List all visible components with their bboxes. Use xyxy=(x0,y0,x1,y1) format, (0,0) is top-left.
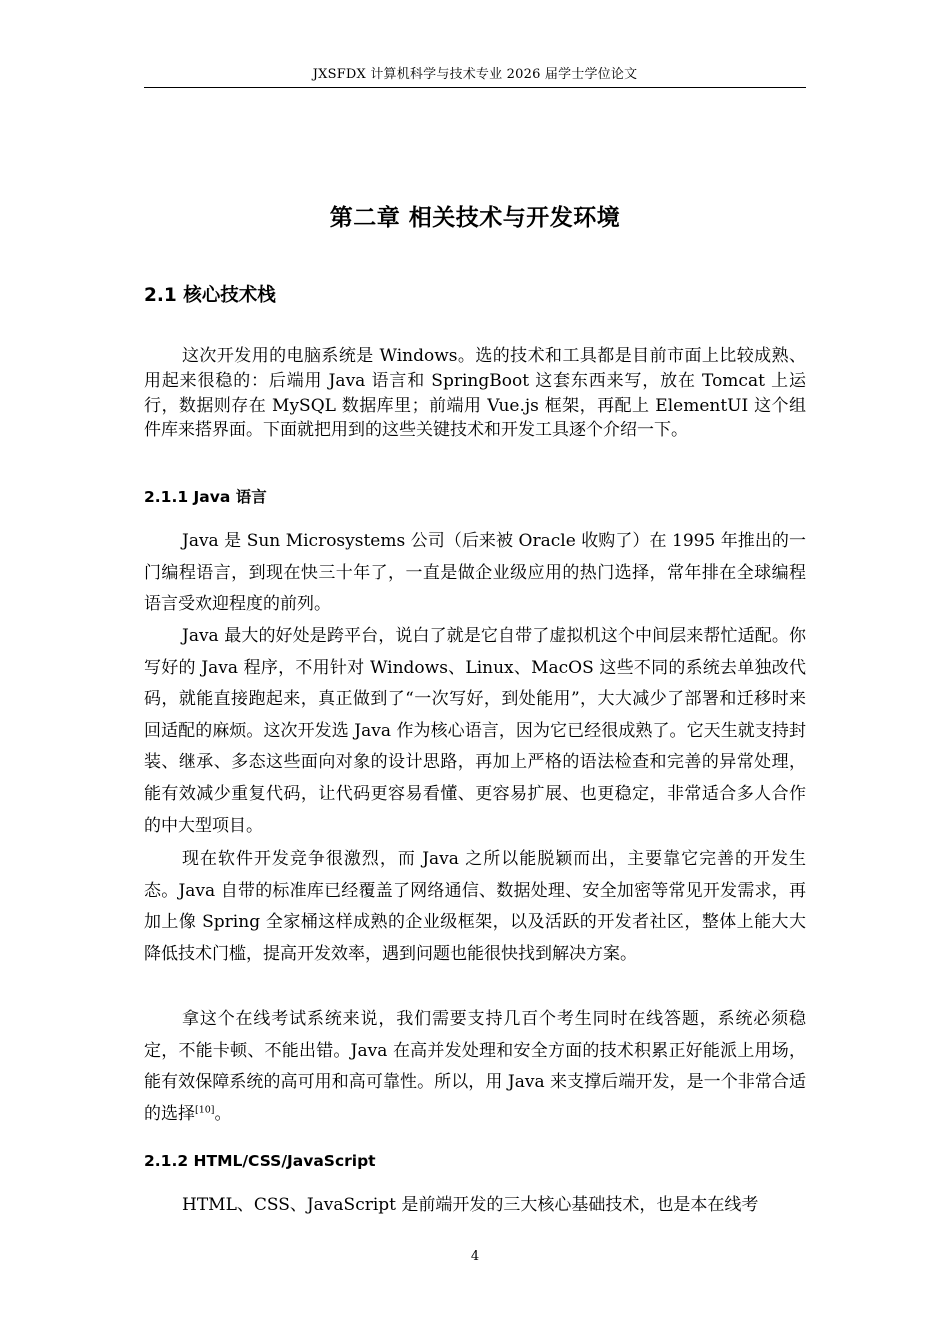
subsection-heading-java: 2.1.1 Java 语言 xyxy=(144,488,267,506)
chapter-title: 第二章 相关技术与开发环境 xyxy=(329,205,621,231)
web-paragraph-1: HTML、CSS、JavaScript 是前端开发的三大核心基础技术，也是本在线考 xyxy=(182,1195,759,1215)
subsection-heading-web: 2.1.2 HTML/CSS/JavaScript xyxy=(144,1152,376,1170)
java-paragraph-3: 现在软件开发竞争很激烈，而 Java 之所以能脱颖而出，主要靠它完善的开发生态。Java 自带的标准库已经覆盖了网络通信、数据处理、安全加密等常见开发需求，再加上像 Spring 全家桶这样成熟的企业级框架，以及活跃的开发者社区，整体上能大大降低技术门槛，提高开发效率，遇到问题也能很快找到解决方案。 xyxy=(144,849,806,964)
header-rule xyxy=(144,87,806,88)
java-paragraph-4 xyxy=(144,1004,806,1130)
page-number: 4 xyxy=(470,1249,480,1264)
citation-marker: [10] xyxy=(195,1104,215,1116)
java-paragraph-4-end: 。 xyxy=(214,1103,232,1124)
java-paragraph-4-text: 拿这个在线考试系统来说，我们需要支持几百个考生同时在线答题，系统必须稳定，不能卡顿、不能出错。Java 在高并发处理和安全方面的技术积累正好能派上用场，能有效保障系统的高可用和高可靠性。所以，用 Java 来支撑后端开发，是一个非常合适的选择 xyxy=(144,1009,806,1124)
java-paragraph-1: Java 是 Sun Microsystems 公司（后来被 Oracle 收购了）在 1995 年推出的一门编程语言，到现在快三十年了，一直是做企业级应用的热门选择，常年排在全球编程语言受欢迎程度的前列。 xyxy=(144,531,806,615)
running-header: JXSFDX 计算机科学与技术专业 2026 届学士学位论文 xyxy=(312,67,638,82)
java-paragraph-2: Java 最大的好处是跨平台，说白了就是它自带了虚拟机这个中间层来帮忙适配。你写好的 Java 程序，不用针对 Windows、Linux、MacOS 这些不同的系统去单独改代码，就能直接跑起来，真正做到了“一次写好，到处能用”，大大减少了部署和迁移时来回适配的麻烦。这次开发选 Java 作为核心语言，因为它已经很成熟了。它天生就支持封装、继承、多态这些面向对象的设计思路，再加上严格的语法检查和完善的异常处理，能有效减少重复代码，让代码更容易看懂、更容易扩展、也更稳定，非常适合多人合作的中大型项目。 xyxy=(144,626,806,836)
section-intro-paragraph: 这次开发用的电脑系统是 Windows。选的技术和工具都是目前市面上比较成熟、用起来很稳的：后端用 Java 语言和 SpringBoot 这套东西来写，放在 Tomcat 上运行，数据则存在 MySQL 数据库里；前端用 Vue.js 框架，再配上 ElementUI 这个组件库来搭界面。下面就把用到的这些关键技术和开发工具逐个介绍一下。 xyxy=(144,346,806,441)
section-heading: 2.1 核心技术栈 xyxy=(144,285,276,306)
